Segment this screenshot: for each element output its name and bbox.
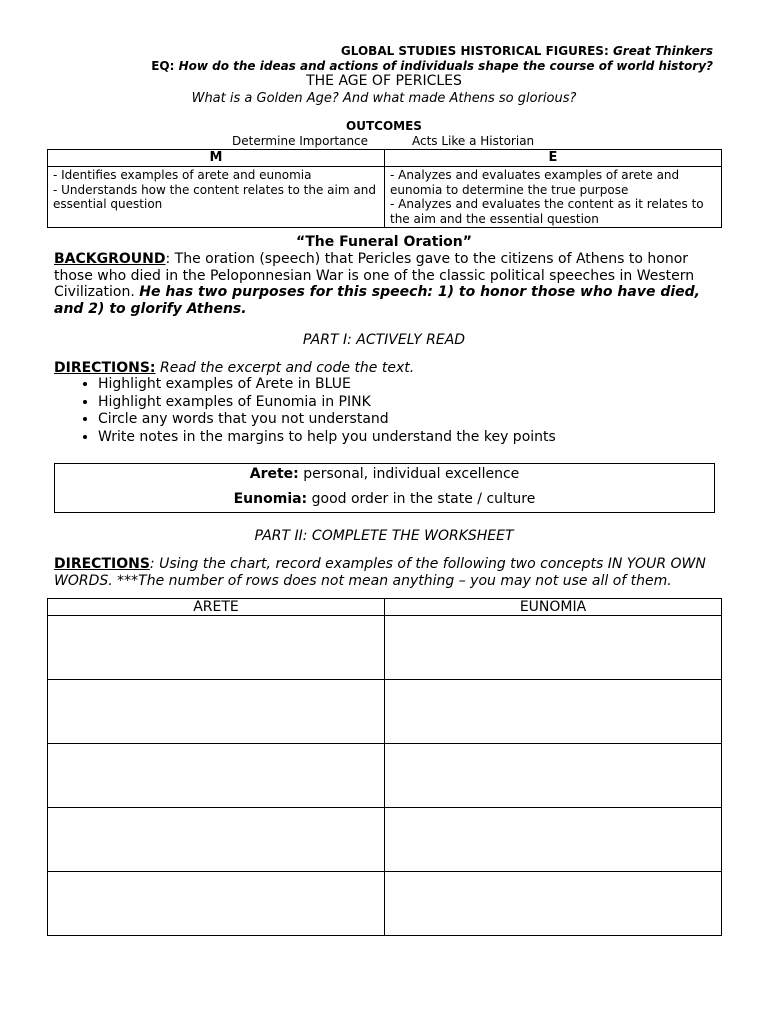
outcomes-table	[47, 149, 722, 228]
list-item: • Write notes in the margins to help you understand the key points	[98, 429, 556, 447]
e-line: - Analyzes and evaluates examples of arete and eunomia to determine the true purpose	[390, 168, 680, 197]
outcomes-right-caption: Acts Like a Historian	[412, 134, 535, 148]
outcomes-heading: OUTCOMES	[346, 119, 422, 133]
list-item: • Circle any words that you not understand	[98, 411, 556, 429]
part1-heading: PART I: ACTIVELY READ	[302, 332, 466, 348]
page-title: THE AGE OF PERICLES	[306, 73, 462, 89]
e-line: - Analyzes and evaluates the content as it relates to the aim and the essential question	[390, 197, 704, 226]
background-paragraph: BACKGROUND: The oration (speech) that Pericles gave to the citizens of Athens to honor those who died in the Peloponnesian War is one of the classic political speeches in Western Civilization. He has two purposes for this speech: 1) to honor those who have died, and 2) to glorify Athens.	[54, 251, 700, 317]
essential-question: EQ: How do the ideas and actions of individuals shape the course of world history?	[151, 59, 713, 73]
table-row	[48, 872, 722, 936]
arete-column-header: ARETE	[48, 599, 385, 616]
eunomia-definition: Eunomia: good order in the state / culture	[233, 491, 536, 507]
e-cell	[385, 167, 722, 228]
eunomia-column-header: EUNOMIA	[385, 599, 722, 616]
arete-answer-cell[interactable]	[48, 680, 385, 744]
instruction-list	[54, 376, 556, 446]
definitions-box	[54, 463, 715, 513]
list-item: • Highlight examples of Eunomia in PINK	[98, 394, 556, 412]
arete-answer-cell[interactable]	[48, 744, 385, 808]
eunomia-answer-cell[interactable]	[385, 744, 722, 808]
part2-heading: PART II: COMPLETE THE WORKSHEET	[254, 528, 514, 544]
arete-definition: Arete: personal, individual excellence	[249, 466, 520, 482]
page-subtitle: What is a Golden Age? And what made Athens so glorious?	[191, 91, 577, 106]
part2-directions: DIRECTIONS: Using the chart, record examples of the following two concepts IN YOUR OWN WORDS. ***The number of rows does not mean anything – you may not use all of them.	[54, 556, 706, 589]
part1-directions: DIRECTIONS: Read the excerpt and code the text.	[54, 360, 415, 376]
eunomia-answer-cell[interactable]	[385, 872, 722, 936]
eunomia-answer-cell[interactable]	[385, 680, 722, 744]
eunomia-answer-cell[interactable]	[385, 808, 722, 872]
arete-answer-cell[interactable]	[48, 808, 385, 872]
col-m-header: M	[48, 150, 385, 167]
table-row	[48, 744, 722, 808]
arete-answer-cell[interactable]	[48, 616, 385, 680]
section-title: “The Funeral Oration”	[296, 234, 472, 250]
course-header: GLOBAL STUDIES HISTORICAL FIGURES: Great Thinkers	[340, 44, 713, 58]
worksheet-table	[47, 598, 722, 936]
outcomes-left-caption: Determine Importance	[232, 134, 369, 148]
table-row	[48, 680, 722, 744]
arete-answer-cell[interactable]	[48, 872, 385, 936]
table-row	[48, 616, 722, 680]
m-line: - Understands how the content relates to the aim and essential question	[53, 182, 376, 211]
table-row	[48, 808, 722, 872]
col-e-header: E	[385, 150, 722, 167]
m-line: - Identifies examples of arete and eunomia	[53, 168, 312, 182]
list-item: • Highlight examples of Arete in BLUE	[98, 376, 556, 394]
m-cell	[48, 167, 385, 228]
eunomia-answer-cell[interactable]	[385, 616, 722, 680]
